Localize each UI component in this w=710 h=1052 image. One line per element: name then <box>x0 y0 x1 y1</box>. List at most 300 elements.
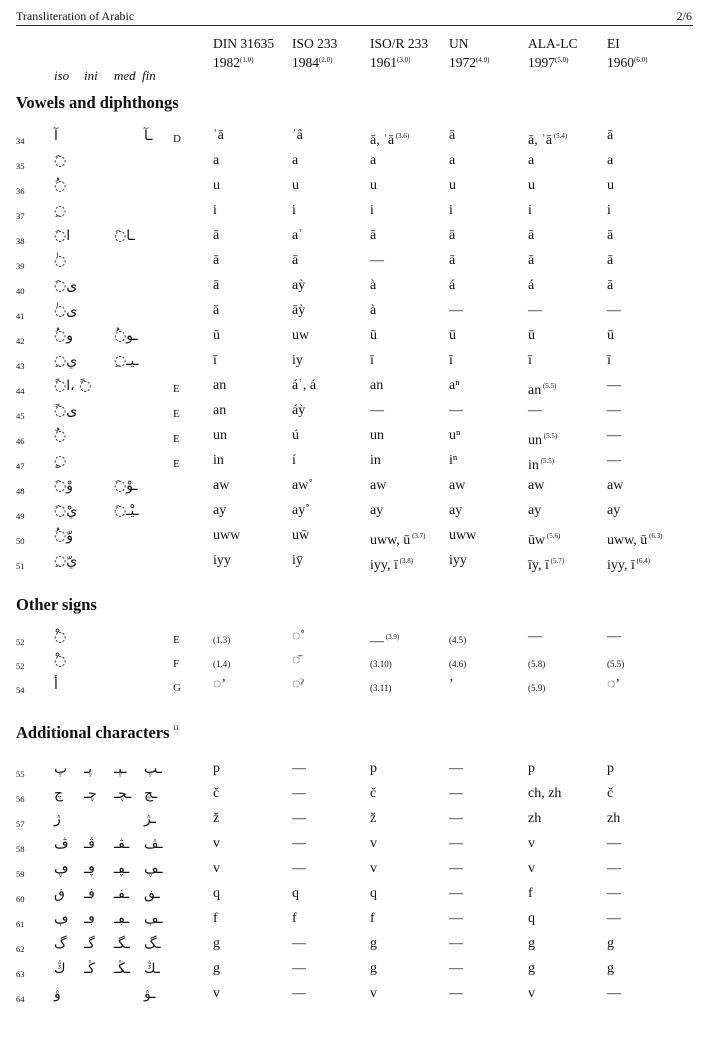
cell-ala-lc: (5.9) <box>528 683 546 693</box>
isolated-form: ◌َوْ <box>54 478 73 494</box>
cell-iso-233: uw̄ <box>292 528 310 543</box>
cell-din-31635: v <box>213 861 220 876</box>
cell-iso-r-233: uww, ū $^{(3.7)}$ <box>370 532 426 548</box>
cell-un: — <box>449 836 463 851</box>
isolated-form: ◌ٌ <box>54 428 67 444</box>
table-row <box>0 527 710 552</box>
cell-ei: ā <box>607 278 614 293</box>
cell-iso-r-233: a <box>370 153 377 168</box>
cell-ala-lc: ūw $^{(5.6)}$ <box>528 532 561 548</box>
cell-iso-r-233: iyy, ī $^{(3.8)}$ <box>370 557 414 573</box>
cell-iso-233: — <box>292 811 306 826</box>
cell-iso-233: iy <box>292 353 303 368</box>
table-row <box>0 652 710 677</box>
column-header <box>528 35 578 71</box>
cell-ei: aw <box>607 478 624 493</box>
row-number: 54 <box>16 685 25 695</box>
cell-din-31635: an <box>213 378 227 393</box>
cell-un: á <box>449 278 456 293</box>
cell-un: iⁿ <box>449 453 458 468</box>
cell-din-31635: f <box>213 911 218 926</box>
cell-ei: — <box>607 986 621 1001</box>
cell-iso-r-233: à <box>370 303 377 318</box>
cell-iso-r-233: in <box>370 453 381 468</box>
cell-ala-lc: — <box>528 403 542 418</box>
initial-form: پـ <box>84 761 92 777</box>
cell-un: — <box>449 761 463 776</box>
medial-form: ◌ُـو <box>114 328 138 344</box>
table-row <box>0 628 710 653</box>
table-row <box>0 427 710 452</box>
cell-iso-r-233: g <box>370 961 377 976</box>
cell-ei: — <box>607 403 621 418</box>
initial-form: گـ <box>84 936 95 952</box>
cell-ala-lc: g <box>528 936 535 951</box>
cell-iso-233: ◌ˀ <box>292 677 304 692</box>
cell-ei: p <box>607 761 614 776</box>
column-header <box>213 35 274 71</box>
table-row <box>0 760 710 785</box>
header-rule <box>16 25 693 26</box>
final-form: ـچ <box>144 786 158 802</box>
cell-ei: ā <box>607 228 614 243</box>
isolated-form: ◌ْ <box>54 629 67 645</box>
cell-un: uⁿ <box>449 428 461 443</box>
table-row <box>0 676 710 701</box>
cell-ei: (5.5) <box>607 659 625 669</box>
row-number: 63 <box>16 969 25 979</box>
cell-din-31635: (1.3) <box>213 635 231 645</box>
column-header <box>449 35 489 71</box>
cell-un: — <box>449 861 463 876</box>
cell-iso-233: — <box>292 836 306 851</box>
cell-ei: — <box>607 861 621 876</box>
cell-ala-lc: v <box>528 986 535 1001</box>
medial-form: ـڭـ <box>114 961 130 977</box>
medial-form: ◌ِـيـ <box>114 353 139 369</box>
cell-iso-233: ā <box>292 253 299 268</box>
final-form: ـڤ <box>144 836 163 852</box>
class-marker: D <box>173 133 181 145</box>
cell-iso-r-233: v <box>370 861 377 876</box>
isolated-form: ◌ُ <box>54 178 67 194</box>
medial-form: ـڢـ <box>114 911 130 927</box>
row-number: 64 <box>16 994 25 1004</box>
cell-un: i <box>449 203 453 218</box>
row-number: 48 <box>16 486 25 496</box>
isolated-form: ڧ <box>54 886 65 902</box>
cell-iso-233: āỳ <box>292 303 306 318</box>
isolated-form: ◌ِيّ <box>54 553 78 569</box>
cell-un: ʼ <box>449 677 454 692</box>
cell-un: — <box>449 811 463 826</box>
row-number: 44 <box>16 386 25 396</box>
cell-din-31635: ā <box>213 278 220 293</box>
cell-ei: i <box>607 203 611 218</box>
cell-iso-r-233: à <box>370 278 377 293</box>
subhead-iso: iso <box>54 68 70 83</box>
cell-un: (4.6) <box>449 659 467 669</box>
column-name: ISO 233 <box>292 36 338 51</box>
cell-iso-233: ◌˚ <box>292 629 305 644</box>
isolated-form: چ <box>54 786 64 802</box>
cell-iso-r-233: q <box>370 886 377 901</box>
isolated-form: ◌َا <box>54 228 71 244</box>
cell-ala-lc: an $^{(5.5)}$ <box>528 382 557 398</box>
final-form: ـآ <box>144 128 153 144</box>
row-number: 50 <box>16 536 25 546</box>
initial-form: ڥـ <box>84 861 95 877</box>
row-number: 62 <box>16 944 25 954</box>
column-name: DIN 31635 <box>213 36 275 51</box>
cell-iso-233: uw <box>292 328 310 343</box>
cell-din-31635: aw <box>213 478 230 493</box>
cell-iso-233: q <box>292 886 299 901</box>
cell-un: — <box>449 911 463 926</box>
table-row <box>0 785 710 810</box>
table-row <box>0 277 710 302</box>
cell-ala-lc: ī <box>528 353 532 368</box>
cell-ei: — <box>607 428 621 443</box>
page-number: 2/6 <box>676 9 692 23</box>
cell-iso-233: — <box>292 761 306 776</box>
cell-ei: — <box>607 911 621 926</box>
cell-iso-233: áỳ <box>292 403 306 418</box>
isolated-form: ◌ُوّ <box>54 528 73 544</box>
isolated-form: ◌ًى <box>54 403 78 419</box>
cell-un: ā <box>449 253 456 268</box>
table-row <box>0 302 710 327</box>
cell-ala-lc: aw <box>528 478 545 493</box>
table-row <box>0 452 710 477</box>
cell-din-31635: u <box>213 178 220 193</box>
cell-iso-233: ʾâ <box>292 128 303 143</box>
cell-iso-r-233: ā <box>370 228 377 243</box>
cell-din-31635: ay <box>213 503 227 518</box>
column-name: UN <box>449 36 469 51</box>
column-header <box>607 35 647 71</box>
cell-din-31635: ī <box>213 353 217 368</box>
table-row <box>0 860 710 885</box>
row-number: 60 <box>16 894 25 904</box>
column-header <box>292 35 337 71</box>
table-row <box>0 552 710 577</box>
running-title: Transliteration of Arabic <box>16 9 135 23</box>
cell-iso-233: — <box>292 986 306 1001</box>
cell-ala-lc: un $^{(5.5)}$ <box>528 432 558 448</box>
cell-un: (4.5) <box>449 635 467 645</box>
cell-ei: ◌ʼ <box>607 677 620 692</box>
cell-ala-lc: ch, zh <box>528 786 562 801</box>
isolated-form: ◌ًا، ◌ً <box>54 378 92 394</box>
cell-iso-r-233: un <box>370 428 384 443</box>
cell-un: aⁿ <box>449 378 460 393</box>
cell-iso-233: áʾ, á <box>292 378 317 393</box>
cell-ala-lc: — <box>528 629 542 644</box>
initial-form: ڭـ <box>84 961 95 977</box>
initial-form: ڧـ <box>84 886 95 902</box>
row-number: 56 <box>16 794 25 804</box>
cell-ala-lc: ā, ʾā $^{(5.4)}$ <box>528 132 568 148</box>
isolated-form: ◌ِ <box>54 203 67 219</box>
isolated-form: ◌ُو <box>54 328 73 344</box>
cell-din-31635: ā <box>213 228 220 243</box>
medial-form: ◌َـا <box>114 228 135 244</box>
cell-din-31635: iyy <box>213 553 231 568</box>
column-name: ISO/R 233 <box>370 36 429 51</box>
cell-iso-233: — <box>292 936 306 951</box>
cell-ala-lc: (5.8) <box>528 659 546 669</box>
cell-iso-r-233: an <box>370 378 384 393</box>
class-marker: E <box>173 408 180 420</box>
cell-un: — <box>449 936 463 951</box>
cell-iso-r-233: v <box>370 986 377 1001</box>
isolated-form: ◌َيْ <box>54 503 78 519</box>
cell-iso-r-233: — <box>370 403 384 418</box>
column-year: $1961^{(3.0)}$ <box>370 55 411 70</box>
cell-iso-r-233: ī <box>370 353 374 368</box>
cell-din-31635: ā <box>213 303 220 318</box>
section-additional-heading: Additional characters $^{11}$ <box>16 723 180 742</box>
cell-iso-r-233: p <box>370 761 377 776</box>
cell-ei: č <box>607 786 614 801</box>
cell-iso-233: ay˚ <box>292 503 310 518</box>
isolated-form: ڥ <box>54 861 69 877</box>
cell-iso-r-233: aw <box>370 478 387 493</box>
cell-iso-233: ú <box>292 428 299 443</box>
row-number: 61 <box>16 919 25 929</box>
isolated-form: ◌َ <box>54 153 67 169</box>
section-vowels-heading: Vowels and diphthongs <box>16 93 179 112</box>
cell-din-31635: v <box>213 836 220 851</box>
cell-un: iyy <box>449 553 467 568</box>
initial-form: ڤـ <box>84 836 95 852</box>
cell-ala-lc: p <box>528 761 535 776</box>
isolated-form: آ <box>54 128 58 144</box>
cell-ei: — <box>607 886 621 901</box>
isolated-form: ڤ <box>54 836 69 852</box>
isolated-form: ◌ِي <box>54 353 78 369</box>
row-number: 41 <box>16 311 25 321</box>
row-number: 45 <box>16 411 25 421</box>
column-year: $1972^{(4.0)}$ <box>449 55 490 70</box>
column-name: ALA-LC <box>528 36 578 51</box>
table-row <box>0 835 710 860</box>
row-number: 58 <box>16 844 25 854</box>
cell-ei: ū <box>607 328 614 343</box>
cell-ala-lc: ay <box>528 503 542 518</box>
cell-iso-r-233: ay <box>370 503 384 518</box>
medial-form: ـچـ <box>114 786 132 802</box>
table-row <box>0 352 710 377</box>
cell-din-31635: p <box>213 761 220 776</box>
medial-form: ـگـ <box>114 936 130 952</box>
isolated-form: ۋ <box>54 986 61 1002</box>
table-row <box>0 935 710 960</box>
cell-ei: g <box>607 936 614 951</box>
cell-iso-r-233: ž <box>370 811 377 826</box>
row-number: 37 <box>16 211 25 221</box>
final-form: ـگ <box>144 936 161 952</box>
table-row <box>0 252 710 277</box>
cell-ei: g <box>607 961 614 976</box>
row-number: 34 <box>16 136 25 146</box>
isolated-form: ◌ْ <box>54 653 67 669</box>
cell-ala-lc: i <box>528 203 532 218</box>
table-row <box>0 885 710 910</box>
row-number: 35 <box>16 161 25 171</box>
cell-iso-r-233: č <box>370 786 377 801</box>
cell-ala-lc: v <box>528 836 535 851</box>
cell-iso-233: — <box>292 961 306 976</box>
cell-ei: — <box>607 629 621 644</box>
cell-un: — <box>449 303 463 318</box>
final-form: ـڧ <box>144 886 160 902</box>
cell-ala-lc: — <box>528 303 542 318</box>
table-row <box>0 402 710 427</box>
cell-ala-lc: zh <box>528 811 542 826</box>
cell-din-31635: uww <box>213 528 241 543</box>
cell-iso-233: i <box>292 203 296 218</box>
cell-iso-r-233: ā, ʾā $^{(3.6)}$ <box>370 132 410 148</box>
final-form: ـڭ <box>144 961 160 977</box>
row-number: 49 <box>16 511 25 521</box>
table-row <box>0 377 710 402</box>
cell-iso-233: iȳ <box>292 553 303 568</box>
cell-ala-lc: v <box>528 861 535 876</box>
row-number: 59 <box>16 869 25 879</box>
cell-ei: zh <box>607 811 621 826</box>
cell-iso-r-233: (3.11) <box>370 683 392 693</box>
cell-ala-lc: a <box>528 153 535 168</box>
cell-ei: uww, ū $^{(6.3)}$ <box>607 532 663 548</box>
cell-din-31635: in <box>213 453 224 468</box>
cell-din-31635: q <box>213 886 220 901</box>
medial-form: ـڧـ <box>114 886 130 902</box>
cell-ei: — <box>607 453 621 468</box>
table-row <box>0 127 710 152</box>
class-marker: F <box>173 658 180 670</box>
medial-form: ـپـ <box>114 761 127 777</box>
cell-ei: ay <box>607 503 621 518</box>
table-row <box>0 960 710 985</box>
cell-iso-r-233: g <box>370 936 377 951</box>
cell-iso-r-233: u <box>370 178 377 193</box>
final-form: ـڥ <box>144 861 163 877</box>
cell-un: a <box>449 153 456 168</box>
medial-form: ـڤـ <box>114 836 130 852</box>
cell-din-31635: ʾā <box>213 128 224 143</box>
cell-un: — <box>449 886 463 901</box>
cell-ala-lc: g <box>528 961 535 976</box>
isolated-form: ◌ٰى <box>54 303 78 319</box>
row-number: 52 <box>16 637 25 647</box>
cell-un: ay <box>449 503 463 518</box>
subhead-med: med <box>114 68 136 83</box>
cell-ala-lc: u <box>528 178 535 193</box>
isolated-form: أ <box>54 677 58 693</box>
column-name: EI <box>607 36 620 51</box>
cell-din-31635: ◌ʼ <box>213 677 226 692</box>
table-row <box>0 227 710 252</box>
cell-iso-r-233: (3.10) <box>370 659 392 669</box>
cell-un: ā <box>449 128 456 143</box>
cell-ei: ā <box>607 253 614 268</box>
cell-un: aw <box>449 478 466 493</box>
column-year: $1984^{(2.0)}$ <box>292 55 333 70</box>
isolated-form: ◌ٍ <box>54 453 67 469</box>
cell-din-31635: g <box>213 961 220 976</box>
cell-ala-lc: q <box>528 911 535 926</box>
row-number: 57 <box>16 819 25 829</box>
row-number: 40 <box>16 286 25 296</box>
class-marker: E <box>173 634 180 646</box>
cell-iso-233: — <box>292 861 306 876</box>
section-other-heading: Other signs <box>16 595 97 614</box>
cell-din-31635: ž <box>213 811 220 826</box>
cell-iso-r-233: f <box>370 911 375 926</box>
column-year: $1982^{(1.0)}$ <box>213 55 254 70</box>
table-row <box>0 910 710 935</box>
cell-din-31635: an <box>213 403 227 418</box>
row-number: 36 <box>16 186 25 196</box>
cell-un: — <box>449 786 463 801</box>
cell-din-31635: un <box>213 428 227 443</box>
class-marker: G <box>173 682 181 694</box>
row-number: 43 <box>16 361 25 371</box>
cell-iso-233: f <box>292 911 297 926</box>
table-row <box>0 152 710 177</box>
table-row <box>0 810 710 835</box>
cell-ei: ī <box>607 353 611 368</box>
column-year: $1960^{(6.0)}$ <box>607 55 648 70</box>
cell-iso-233: — <box>292 786 306 801</box>
table-row <box>0 202 710 227</box>
row-number: 55 <box>16 769 25 779</box>
cell-din-31635: ū <box>213 328 220 343</box>
cell-ala-lc: á <box>528 278 535 293</box>
cell-iso-233: aw˚ <box>292 478 313 493</box>
final-form: ـڢ <box>144 911 163 927</box>
cell-ala-lc: ā <box>528 253 535 268</box>
subhead-ini: ini <box>84 68 98 83</box>
cell-ei: a <box>607 153 614 168</box>
cell-un: ū <box>449 328 456 343</box>
isolated-form: پ <box>54 761 68 777</box>
cell-iso-r-233: — $^{(3.9)}$ <box>370 633 400 649</box>
final-form: ـۋ <box>144 986 156 1002</box>
medial-form: ◌َـوْ <box>114 478 138 494</box>
cell-din-31635: a <box>213 153 220 168</box>
cell-din-31635: g <box>213 936 220 951</box>
row-number: 38 <box>16 236 25 246</box>
cell-iso-r-233: i <box>370 203 374 218</box>
cell-ei: ā <box>607 128 614 143</box>
final-form: ـژ <box>144 811 156 827</box>
table-row <box>0 477 710 502</box>
table-row <box>0 327 710 352</box>
isolated-form: ◌ٰ <box>54 253 67 269</box>
cell-un: — <box>449 986 463 1001</box>
subhead-fin: fin <box>142 68 156 83</box>
cell-un: uww <box>449 528 477 543</box>
cell-ei: iyy, ī $^{(6.4)}$ <box>607 557 651 573</box>
class-marker: E <box>173 458 180 470</box>
cell-iso-r-233: ū <box>370 328 377 343</box>
column-header <box>370 35 428 71</box>
isolated-form: ◌َى <box>54 278 78 294</box>
cell-ala-lc: īy, ī $^{(5.7)}$ <box>528 557 565 573</box>
